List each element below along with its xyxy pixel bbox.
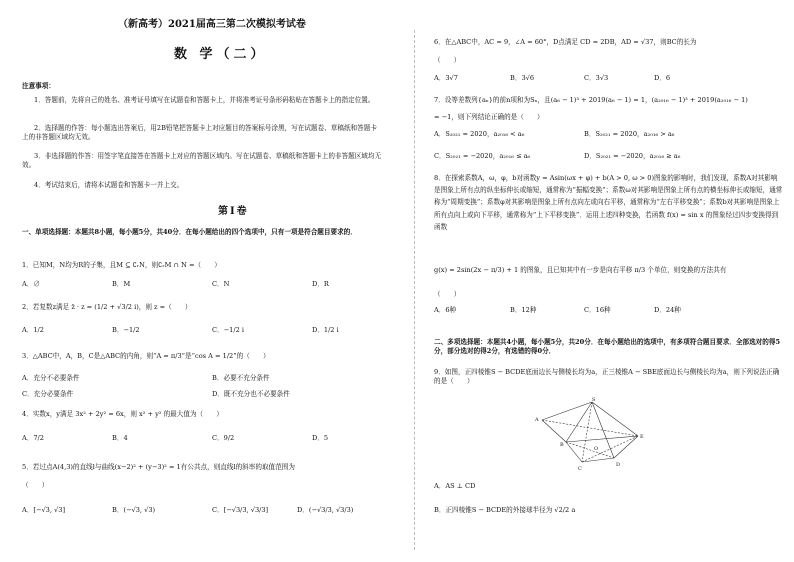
label-d: D (616, 462, 621, 468)
section-multi-choice: 二、多项选择题：本题共4小题，每小题5分，共20分．在每小题给出的选项中，有多项符合题目要求．全部选对的得5分，部分选对的得2分，有选错的得0分． (434, 338, 781, 355)
q8-option-d: D．24种 (654, 306, 681, 314)
q7-option-c: C．S₂₀₂₁ = −2020，a₂₀₁₆ ≤ a₆ (434, 152, 531, 160)
q1-option-b: B．M (112, 280, 131, 288)
q1-option-d: D．R (312, 280, 329, 288)
q6-option-b: B．3√6 (510, 74, 535, 82)
q1-option-c: C．N (212, 280, 230, 288)
question-2: 2．若复数z满足 z̄ · z = (1/2 + √3/2 i)，则 z =（ ） (22, 303, 192, 311)
q4-option-a: A．7/2 (22, 434, 44, 442)
question-7-cont: = −1，则下列结论正确的是（ ） (434, 113, 544, 121)
label-s: S (592, 397, 596, 403)
q8-option-b: B．12种 (510, 306, 537, 314)
label-o: O (594, 446, 599, 452)
question-9: 9．如图，正四棱锥S − BCDE底面边长与侧棱长均为a，正三棱锥A − SBE底面边长与侧棱长均为a，则下列说法正确的是（ ） (434, 368, 780, 385)
q5-option-c: C．[−√3/3, √3/3] (212, 506, 269, 514)
question-1: 1．已知M，N均为R的子集，且M ⊆ ∁ᵣN，则∁ᵣM ∩ N =（ ） (22, 261, 221, 269)
q4-option-d: D．5 (312, 434, 329, 442)
notice-2: 2．选择题的作答：每小题选出答案后，用2B铅笔把答题卡上对应题目的答案标号涂黑，写在试题卷、草稿纸和答题卡上的非答题区域均无效。 (22, 124, 377, 141)
q4-option-b: B．4 (112, 434, 128, 442)
q3-option-a: A．充分不必要条件 (22, 374, 80, 382)
q6-paren: （ ） (434, 56, 461, 64)
q3-option-d: D．既不充分也不必要条件 (212, 390, 290, 398)
q6-option-c: C．3√3 (584, 74, 609, 82)
q7-option-a: A．S₂₀₂₁ = 2020，a₂₀₁₆ < a₆ (434, 130, 525, 138)
q2-option-c: C．−1/2 i (212, 326, 244, 334)
question-3: 3．△ABC中，A，B，C是△ABC的内角，则“A = π/3”是“cos A = 1/2”的（ ） (22, 352, 270, 360)
label-c: C (578, 466, 582, 472)
edge-bc (566, 442, 582, 462)
notice-1: 1．答题前，先将自己的姓名、准考证号填写在试题卷和答题卡上，并将准考证号条形码粘贴在答题卡上的指定位置。 (34, 96, 375, 104)
subject-title: 数 学（二） (174, 47, 268, 62)
exam-title: （新高考）2021届高三第二次模拟考试卷 (118, 19, 306, 30)
q3-option-c: C．充分必要条件 (22, 390, 74, 398)
label-b: B (560, 442, 564, 448)
q2-option-b: B．−1/2 (112, 326, 140, 334)
q2-option-a: A．1/2 (22, 326, 44, 334)
label-a: A (535, 417, 539, 423)
notice-heading: 注意事项： (22, 82, 55, 90)
q9-option-a: A．AS ⊥ CD (434, 482, 476, 490)
q5-option-d: D．(−√3/3, √3/3) (297, 506, 354, 514)
section-single-choice: 一、单项选择题：本题共8小题，每小题5分，共40分．在每小题给出的四个选项中，只有一项是符合题目要求的． (22, 228, 357, 236)
q8-paren: （ ） (434, 290, 461, 298)
question-8-cont: g(x) = 2sin(2x − π/3) + 1 的图象，且已知其中有一步是向右平移 π/3 个单位，则变换的方法共有 (434, 266, 727, 274)
question-4: 4．实数x，y满足 3x² + 2y² = 6x，则 x² + y² 的最大值为（ ） (22, 410, 223, 418)
part-title: 第Ⅰ卷 (218, 206, 249, 217)
q9-option-b: B．正四棱锥S − BCDE的外接球半径为 √2/2 a (434, 506, 576, 514)
pyramid-figure (534, 396, 654, 476)
notice-4: 4．考试结束后，请将本试题卷和答题卡一并上交。 (34, 181, 184, 189)
q6-option-a: A．3√7 (434, 74, 458, 82)
q4-option-c: C．9/2 (212, 434, 235, 442)
edge-sc (582, 402, 592, 462)
q5-option-a: A．[−√3, √3] (22, 506, 66, 514)
q1-option-a: A．∅ (22, 280, 40, 288)
edge-sb (566, 402, 592, 442)
question-6: 6．在△ABC中，AC = 9，∠A = 60°，D点满足 CD = 2DB，AD = √37，则BC的长为 (434, 38, 697, 46)
q8-option-c: C．16种 (584, 306, 611, 314)
column-divider (414, 30, 416, 550)
label-e: E (640, 434, 644, 440)
question-8: 8．在探索系数A，ω，φ，b对函数y = Asin(ωx + φ) + b(A > 0, ω > 0)图象的影响时，我们发现，系数A对其影响是图象上所有点的纵坐标伸长或缩短，通常称为“振幅变换”；系数ω对其影响是图象上所有点的横坐标伸长或缩短，通常称为“周期变换”；系数φ对其影响是图象上所有点向左或向右平移，通常称为“左右平移变换”；系数b对其影响是图象上所有点向上或向下平移，通常称为“上下平移变换”．运用上述四种变换，若函数 f(x) = sin x 的图象经过四步变换得到函数 (434, 174, 783, 231)
edge-ab (542, 420, 566, 442)
q8-option-a: A．6种 (434, 306, 457, 314)
notice-3: 3．非选择题的作答：用签字笔直接答在答题卡上对应的答题区域内。写在试题卷、草稿纸和答题卡上的非答题区域均无效。 (22, 152, 382, 169)
q7-option-b: B．S₂₀₂₁ = 2020，a₂₀₁₆ > a₆ (584, 130, 675, 138)
edge-de (614, 436, 638, 458)
q5-option-b: B．(−√3, √3) (112, 506, 156, 514)
q5-paren: （ ） (22, 481, 49, 489)
question-7: 7．设等差数列{aₙ}的前n项和为Sₙ，且(a₆ − 1)³ + 2019(a₆ − 1) = 1，(a₂₀₁₆ − 1)³ + 2019(a₂₀₁₆ − 1) (434, 96, 748, 104)
edge-bd (566, 442, 614, 458)
question-5: 5．若过点A(4,3)的直线l与曲线(x−2)² + (y−3)² = 1有公共点，则直线l的斜率的取值范围为 (22, 463, 295, 471)
q6-option-d: D．6 (654, 74, 671, 82)
edge-sa (542, 402, 592, 420)
q2-option-d: D．1/2 i (312, 326, 339, 334)
q3-option-b: B．必要不充分条件 (212, 374, 270, 382)
q7-option-d: D．S₂₀₂₁ = −2020，a₂₀₁₆ ≥ a₆ (584, 152, 681, 160)
